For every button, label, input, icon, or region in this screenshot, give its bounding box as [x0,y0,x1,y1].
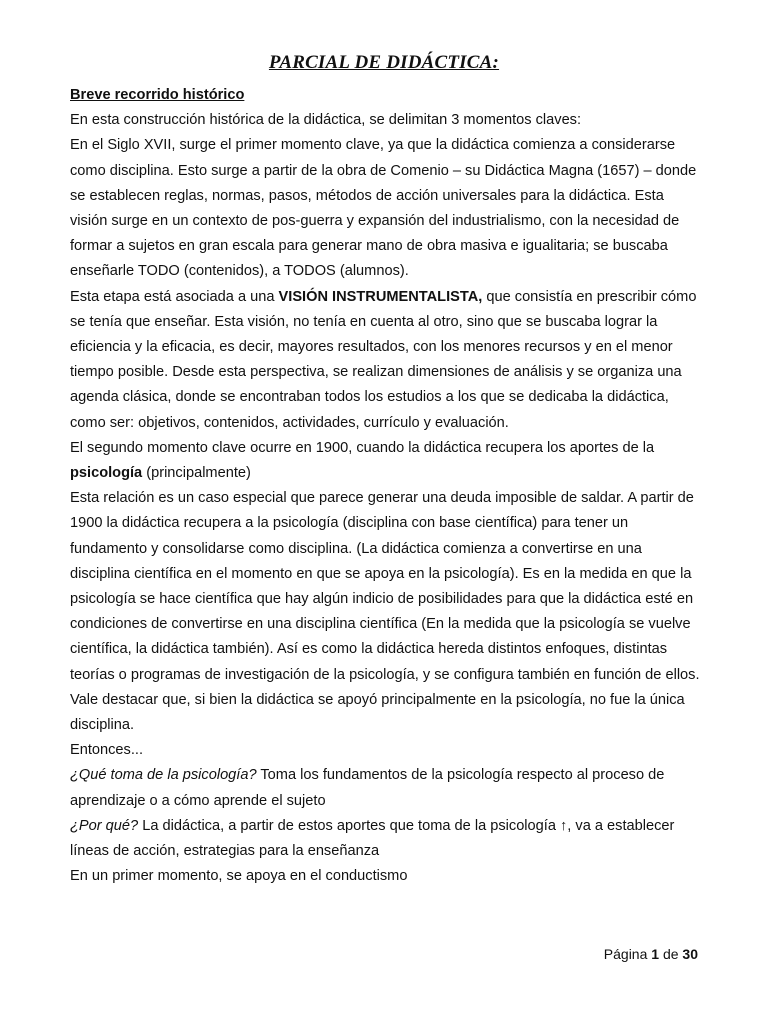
page-footer [604,946,698,962]
paragraph-entonces: Entonces... [70,742,144,759]
bold-term: psicología [70,465,143,482]
paragraph-vale-destacar: Vale destacar que, si bien la didáctica se apoyó principalmente en la psicología, no fue la única disciplina. [70,691,685,734]
paragraph-siglo-xvii: En el Siglo XVII, surge el primer momento clave, ya que la didáctica comienza a considerarse como disciplina. Esto surge a partir de la obra de Comenio – su Didáctica Magna (1657) – donde se establecen reglas, normas, pasos, métodos de acción universales para la didáctica. Esta visión surge en un contexto de pos-guerra y expansión del industrialismo, con la necesidad de formar a sujetos en gran escala para generar mano de obra masiva e igualitaria; se buscaba enseñarle TODO (contenidos), a TODOS (alumnos). [70,137,697,280]
document-title: PARCIAL DE DIDÁCTICA: [268,52,500,73]
paragraph-text: La didáctica, a partir de estos aportes que toma de la psicología ↑, va a establecer líneas de acción, estrategias para la enseñanza [70,817,675,860]
paragraph-por-que [70,814,700,864]
of-word: de [662,946,679,962]
section-heading: Breve recorrido histórico [70,87,245,103]
paragraph-conductismo: En un primer momento, se apoya en el conductismo [70,868,408,885]
total-pages-number: 30 [682,946,698,962]
paragraph-text: Toma los fundamentos de la psicología respecto al proceso de aprendizaje o a cómo aprende el sujeto [70,767,665,809]
paragraph-segundo-momento [70,436,700,486]
paragraph-text: (principalmente) [142,465,251,482]
document-body [70,83,700,890]
paragraph-text: que consistía en prescribir cómo se tenía que enseñar. Esta visión, no tenía en cuenta al otro, sino que se buscaba lograr la eficiencia y la eficacia, es decir, mayores resultados, con los menores recursos y en el menor tiempo posible. Desde esta perspectiva, se realizan dimensiones de análisis y se organiza una agenda clásica, donde se encontraban todos los estudios a los que se dedicaba la didáctica, como ser: objetivos, contenidos, actividades, currículo y evaluación. [70,288,697,431]
paragraph-intro: En esta construcción histórica de la didáctica, se delimitan 3 momentos claves: [70,112,582,129]
paragraph-text: El segundo momento clave ocurre en 1900, cuando la didáctica recupera los aportes de la [70,439,655,456]
paragraph-relacion-psicologia: Esta relación es un caso especial que parece generar una deuda imposible de saldar. A partir de 1900 la didáctica recupera a la psicología (disciplina con base científica) para tener un fundamento y consolidarse como disciplina. (La didáctica comienza a convertirse en una disciplina científica en el momento en que se apoya en la psicología). Es en la medida en que la psicología se hace científica que hay algún indicio de posibilidades para que la didáctica esté en condiciones de convertirse en una disciplina científica (En la medida que la psicología se vuelve científica, la didáctica también). Así es como la didáctica hereda distintos enfoques, distintas teorías o programas de investigación de la psicología, y se configura también en función de ellos. [70,490,700,683]
bold-term: VISIÓN INSTRUMENTALISTA, [278,288,483,305]
italic-question: ¿Por qué? [70,817,139,834]
paragraph-vision-instrumentalista [70,285,700,436]
italic-question: ¿Qué toma de la psicología? [70,767,257,784]
paragraph-que-toma [70,763,700,813]
page-word: Página [603,946,648,962]
paragraph-text: Esta etapa está asociada a una [70,288,279,305]
current-page-number: 1 [651,946,660,962]
